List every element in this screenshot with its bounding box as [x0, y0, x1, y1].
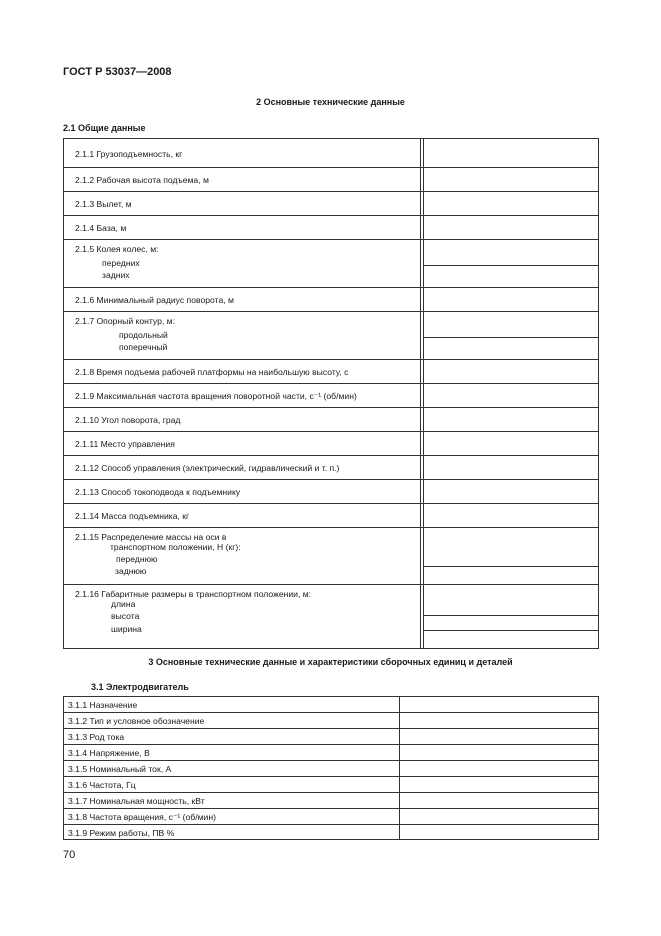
table-row-sublabel: длина [111, 599, 136, 609]
table-row-sublabel: высота [111, 611, 140, 621]
table-row-divider [64, 167, 598, 168]
table-row-label: 2.1.16 Габаритные размеры в транспортном положении, м: [75, 589, 312, 599]
table-row-label: 2.1.5 Колея колес, м: [75, 244, 159, 254]
table-row-label: 3.1.9 Режим работы, ПВ % [68, 828, 175, 838]
table-row-divider [64, 359, 598, 360]
table-row-label: 3.1.5 Номинальный ток, А [68, 764, 172, 774]
table-row-sublabel: ширина [111, 624, 142, 634]
table-row-divider [64, 776, 598, 777]
table-row-sublabel: заднюю [115, 566, 147, 576]
table-row-divider [64, 760, 598, 761]
table-row-divider [64, 455, 598, 456]
column-divider [399, 697, 400, 839]
table-row-label: 2.1.2 Рабочая высота подъема, м [75, 175, 209, 185]
table-row-label: 3.1.4 Напряжение, В [68, 748, 150, 758]
table-row-divider [64, 824, 598, 825]
table-row-divider [64, 728, 598, 729]
value-cell-divider [423, 337, 598, 338]
table-row-sublabel: передних [102, 258, 140, 268]
table-row-label: 3.1.7 Номинальная мощность, кВт [68, 796, 205, 806]
table-row-divider [64, 407, 598, 408]
table-row-label: 3.1.1 Назначение [68, 700, 138, 710]
table-row-label: 3.1.6 Частота, Гц [68, 780, 136, 790]
section-2-title: 2 Основные технические данные [256, 97, 405, 107]
table-row-sublabel: поперечный [119, 342, 168, 352]
table-row-divider [64, 792, 598, 793]
section-3-title: 3 Основные технические данные и характеристики сборочных единиц и деталей [148, 657, 513, 667]
table-row-divider [64, 383, 598, 384]
value-cell-divider [423, 566, 598, 567]
table-row-divider [64, 712, 598, 713]
table-row-label: 2.1.12 Способ управления (электрический, гидравлический и т. п.) [75, 463, 340, 473]
page-number: 70 [63, 849, 76, 861]
table-row-label: 3.1.2 Тип и условное обозначение [68, 716, 205, 726]
table-row-divider [64, 744, 598, 745]
table-row-divider [64, 808, 598, 809]
table-row-sublabel: переднюю [116, 554, 158, 564]
subsection-3-1-title: 3.1 Электродвигатель [91, 682, 189, 692]
document-code: ГОСТ Р 53037—2008 [63, 66, 172, 78]
table-row-label: 2.1.7 Опорный контур, м: [75, 316, 175, 326]
subsection-2-1-title: 2.1 Общие данные [63, 123, 146, 133]
motor-data-table [63, 696, 599, 840]
table-row-label: 2.1.14 Масса подъемника, кг [75, 511, 190, 521]
table-row-divider [64, 584, 598, 585]
table-row-divider [64, 311, 598, 312]
table-row-divider [64, 479, 598, 480]
table-row-sublabel: транспортном положении, Н (кг): [110, 542, 241, 552]
table-row-sublabel: продольный [119, 330, 168, 340]
value-cell-divider [423, 630, 598, 631]
table-row-label: 2.1.3 Вылет, м [75, 199, 132, 209]
table-row-label: 3.1.3 Род тока [68, 732, 125, 742]
table-row-divider [64, 239, 598, 240]
table-row-divider [64, 287, 598, 288]
table-row-label: 2.1.15 Распределение массы на оси в [75, 532, 227, 542]
value-cell-divider [423, 265, 598, 266]
table-row-sublabel: задних [102, 270, 130, 280]
table-row-label: 2.1.13 Способ токоподвода к подъемнику [75, 487, 241, 497]
table-row-label: 2.1.9 Максимальная частота вращения поворотной части, с⁻¹ (об/мин) [75, 391, 357, 401]
value-cell-divider [423, 615, 598, 616]
table-row-divider [64, 215, 598, 216]
table-row-label: 2.1.11 Место управления [75, 439, 175, 449]
table-row-divider [64, 527, 598, 528]
table-row-label: 3.1.8 Частота вращения, с⁻¹ (об/мин) [68, 812, 216, 822]
table-row-label: 2.1.8 Время подъема рабочей платформы на наибольшую высоту, с [75, 367, 349, 377]
table-row-label: 2.1.1 Грузоподъемность, кг [75, 149, 183, 159]
table-row-label: 2.1.6 Минимальный радиус поворота, м [75, 295, 234, 305]
table-row-label: 2.1.10 Угол поворота, град [75, 415, 181, 425]
table-row-label: 2.1.4 База, м [75, 223, 127, 233]
table-row-divider [64, 431, 598, 432]
general-data-table [63, 138, 599, 649]
table-row-divider [64, 503, 598, 504]
table-row-divider [64, 191, 598, 192]
